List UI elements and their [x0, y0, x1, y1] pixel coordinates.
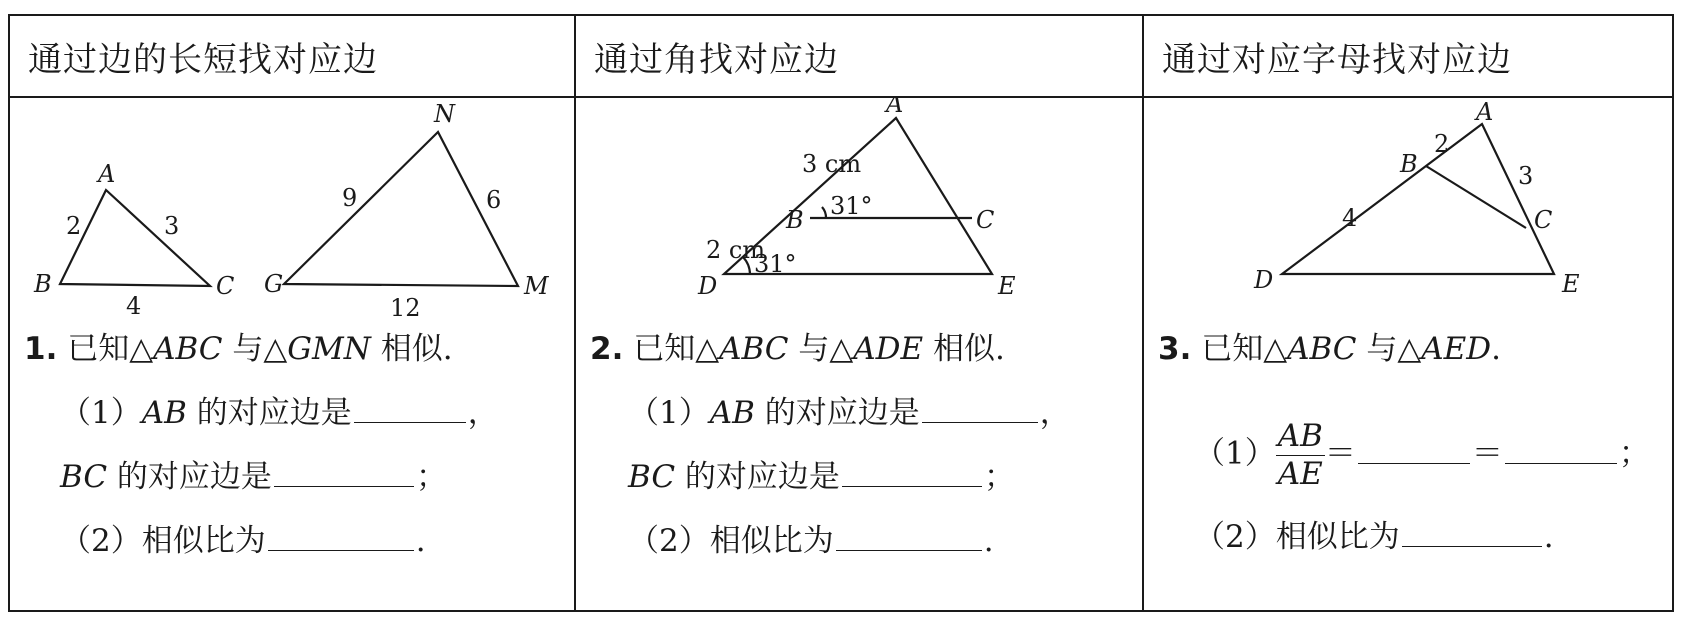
label-angle-b: 31° — [830, 192, 873, 220]
q1-p2-answer-blank[interactable] — [268, 549, 414, 551]
q3-p1-prefix: （1） — [1194, 435, 1276, 472]
q2-p1b-segment: BC — [628, 459, 676, 495]
label-a: A — [98, 160, 116, 188]
q1-triangle-1: ABC — [153, 331, 223, 367]
worksheet-table — [8, 14, 1674, 612]
q1-p1b-answer-blank[interactable] — [274, 485, 414, 487]
q1-intro-c: 相似. — [370, 331, 453, 367]
q3-part1 — [1194, 420, 1650, 490]
label-e: E — [998, 272, 1016, 300]
q2-p2-answer-blank[interactable] — [836, 549, 982, 551]
q3-p1-answer-blank-1[interactable] — [1358, 462, 1470, 464]
label-a: A — [886, 98, 904, 118]
q3-p2-text: 相似比为 — [1275, 519, 1400, 555]
q2-part1 — [628, 395, 1071, 431]
q2-number: 2. — [590, 331, 624, 367]
label-b: B — [1400, 150, 1418, 178]
q3-intro-b: 与△ — [1356, 331, 1422, 367]
q1-intro-b: 与△ — [222, 331, 288, 367]
q1-p2-end: . — [415, 523, 426, 559]
q2-p1b-answer-blank[interactable] — [842, 485, 982, 487]
label-angle-d: 31° — [754, 250, 797, 278]
figure-3-svg — [1142, 98, 1674, 338]
q1-part1b — [60, 459, 447, 495]
q2-p1-segment: AB — [709, 395, 755, 431]
q2-part2 — [628, 523, 994, 559]
label-m: M — [524, 272, 549, 300]
q1-p1-segment: AB — [141, 395, 187, 431]
q2-triangle-2: ADE — [853, 331, 924, 367]
label-ab-length: 2 — [66, 212, 82, 240]
triangle-gmn — [284, 132, 518, 286]
q2-intro-c: 相似. — [923, 331, 1005, 367]
q1-p2-prefix: （2） — [60, 523, 142, 559]
q3-part2 — [1194, 519, 1554, 555]
triangle-abc — [60, 190, 210, 286]
q2-p1b-end: ； — [983, 459, 1015, 495]
label-ac-length: 3 — [1518, 162, 1534, 190]
q3-intro-c: . — [1491, 331, 1501, 367]
q1-part2 — [60, 523, 426, 559]
q3-intro-a: 已知△ — [1201, 331, 1288, 367]
q3-frac-numerator: AB — [1277, 418, 1323, 454]
q1-p1b-segment: BC — [60, 459, 108, 495]
label-g: G — [264, 270, 284, 298]
label-ab-length: 3 cm — [802, 150, 862, 178]
figure-2 — [574, 98, 1142, 338]
q2-intro-b: 与△ — [788, 331, 854, 367]
q2-p2-end: . — [983, 523, 994, 559]
label-nm-length: 6 — [486, 186, 502, 214]
label-c: C — [216, 272, 235, 300]
label-ab-length: 2 — [1434, 130, 1450, 158]
figure-1-svg — [10, 98, 574, 338]
label-b: B — [34, 270, 52, 298]
header-col2: 通过角找对应边 — [594, 39, 839, 80]
label-bd-length: 2 cm — [706, 236, 766, 264]
q1-number: 1. — [24, 331, 58, 367]
q2-p1-prefix: （1） — [628, 395, 710, 431]
label-b: B — [786, 206, 804, 234]
label-ac-length: 3 — [164, 212, 180, 240]
q2-triangle-1: ABC — [719, 331, 789, 367]
label-bc-length: 4 — [126, 292, 142, 320]
q2-p1-text: 的对应边是 — [754, 395, 920, 431]
label-gn-length: 9 — [342, 184, 358, 212]
q3-p2-end: . — [1543, 519, 1554, 555]
q3-p1-end: ； — [1618, 435, 1650, 472]
q2-p1-answer-blank[interactable] — [922, 421, 1038, 423]
segment-bc — [1426, 166, 1526, 228]
q3-frac-denominator: AE — [1277, 455, 1323, 492]
q3-stem — [1158, 331, 1501, 367]
label-bd-length: 4 — [1342, 204, 1358, 232]
q1-p1-end: ， — [467, 395, 499, 431]
q1-p1-prefix: （1） — [60, 395, 142, 431]
figure-3 — [1142, 98, 1674, 338]
q2-p2-text: 相似比为 — [709, 523, 834, 559]
q3-equals-2: ＝ — [1471, 435, 1503, 472]
label-n: N — [434, 100, 455, 128]
q2-intro-a: 已知△ — [633, 331, 720, 367]
q1-p1-answer-blank[interactable] — [354, 421, 466, 423]
q3-p1-answer-blank-2[interactable] — [1505, 462, 1617, 464]
q2-p2-prefix: （2） — [628, 523, 710, 559]
q3-p2-prefix: （2） — [1194, 519, 1276, 555]
q1-p1-text: 的对应边是 — [186, 395, 352, 431]
q1-intro-a: 已知△ — [67, 331, 154, 367]
q1-p1b-end: ； — [415, 459, 447, 495]
angle-b-arc — [822, 207, 826, 218]
figure-2-svg — [574, 98, 1142, 338]
figure-1 — [10, 98, 574, 338]
q3-triangle-1: ABC — [1287, 331, 1357, 367]
label-a: A — [1476, 98, 1494, 126]
triangle-ade — [1282, 124, 1554, 274]
q1-part1 — [60, 395, 499, 431]
q1-p2-text: 相似比为 — [141, 523, 266, 559]
header-col3: 通过对应字母找对应边 — [1162, 39, 1512, 80]
q3-triangle-2: AED — [1421, 331, 1492, 367]
header-col1: 通过边的长短找对应边 — [28, 39, 378, 80]
q3-equals-1: ＝ — [1324, 435, 1356, 472]
q3-p2-answer-blank[interactable] — [1402, 545, 1542, 547]
q1-triangle-2: GMN — [287, 331, 371, 367]
label-d: D — [1254, 266, 1274, 294]
q1-p1b-text: 的对应边是 — [107, 459, 272, 495]
label-gm-length: 12 — [390, 294, 421, 322]
label-c: C — [976, 206, 995, 234]
label-c: C — [1534, 206, 1553, 234]
q3-number: 3. — [1158, 331, 1192, 367]
q2-part1b — [628, 459, 1015, 495]
q3-fraction — [1276, 420, 1325, 490]
q2-stem — [590, 331, 1005, 367]
label-e: E — [1562, 270, 1580, 298]
q2-p1-end: ， — [1039, 395, 1071, 431]
label-d: D — [698, 272, 718, 300]
q1-stem — [24, 331, 453, 367]
q2-p1b-text: 的对应边是 — [675, 459, 840, 495]
